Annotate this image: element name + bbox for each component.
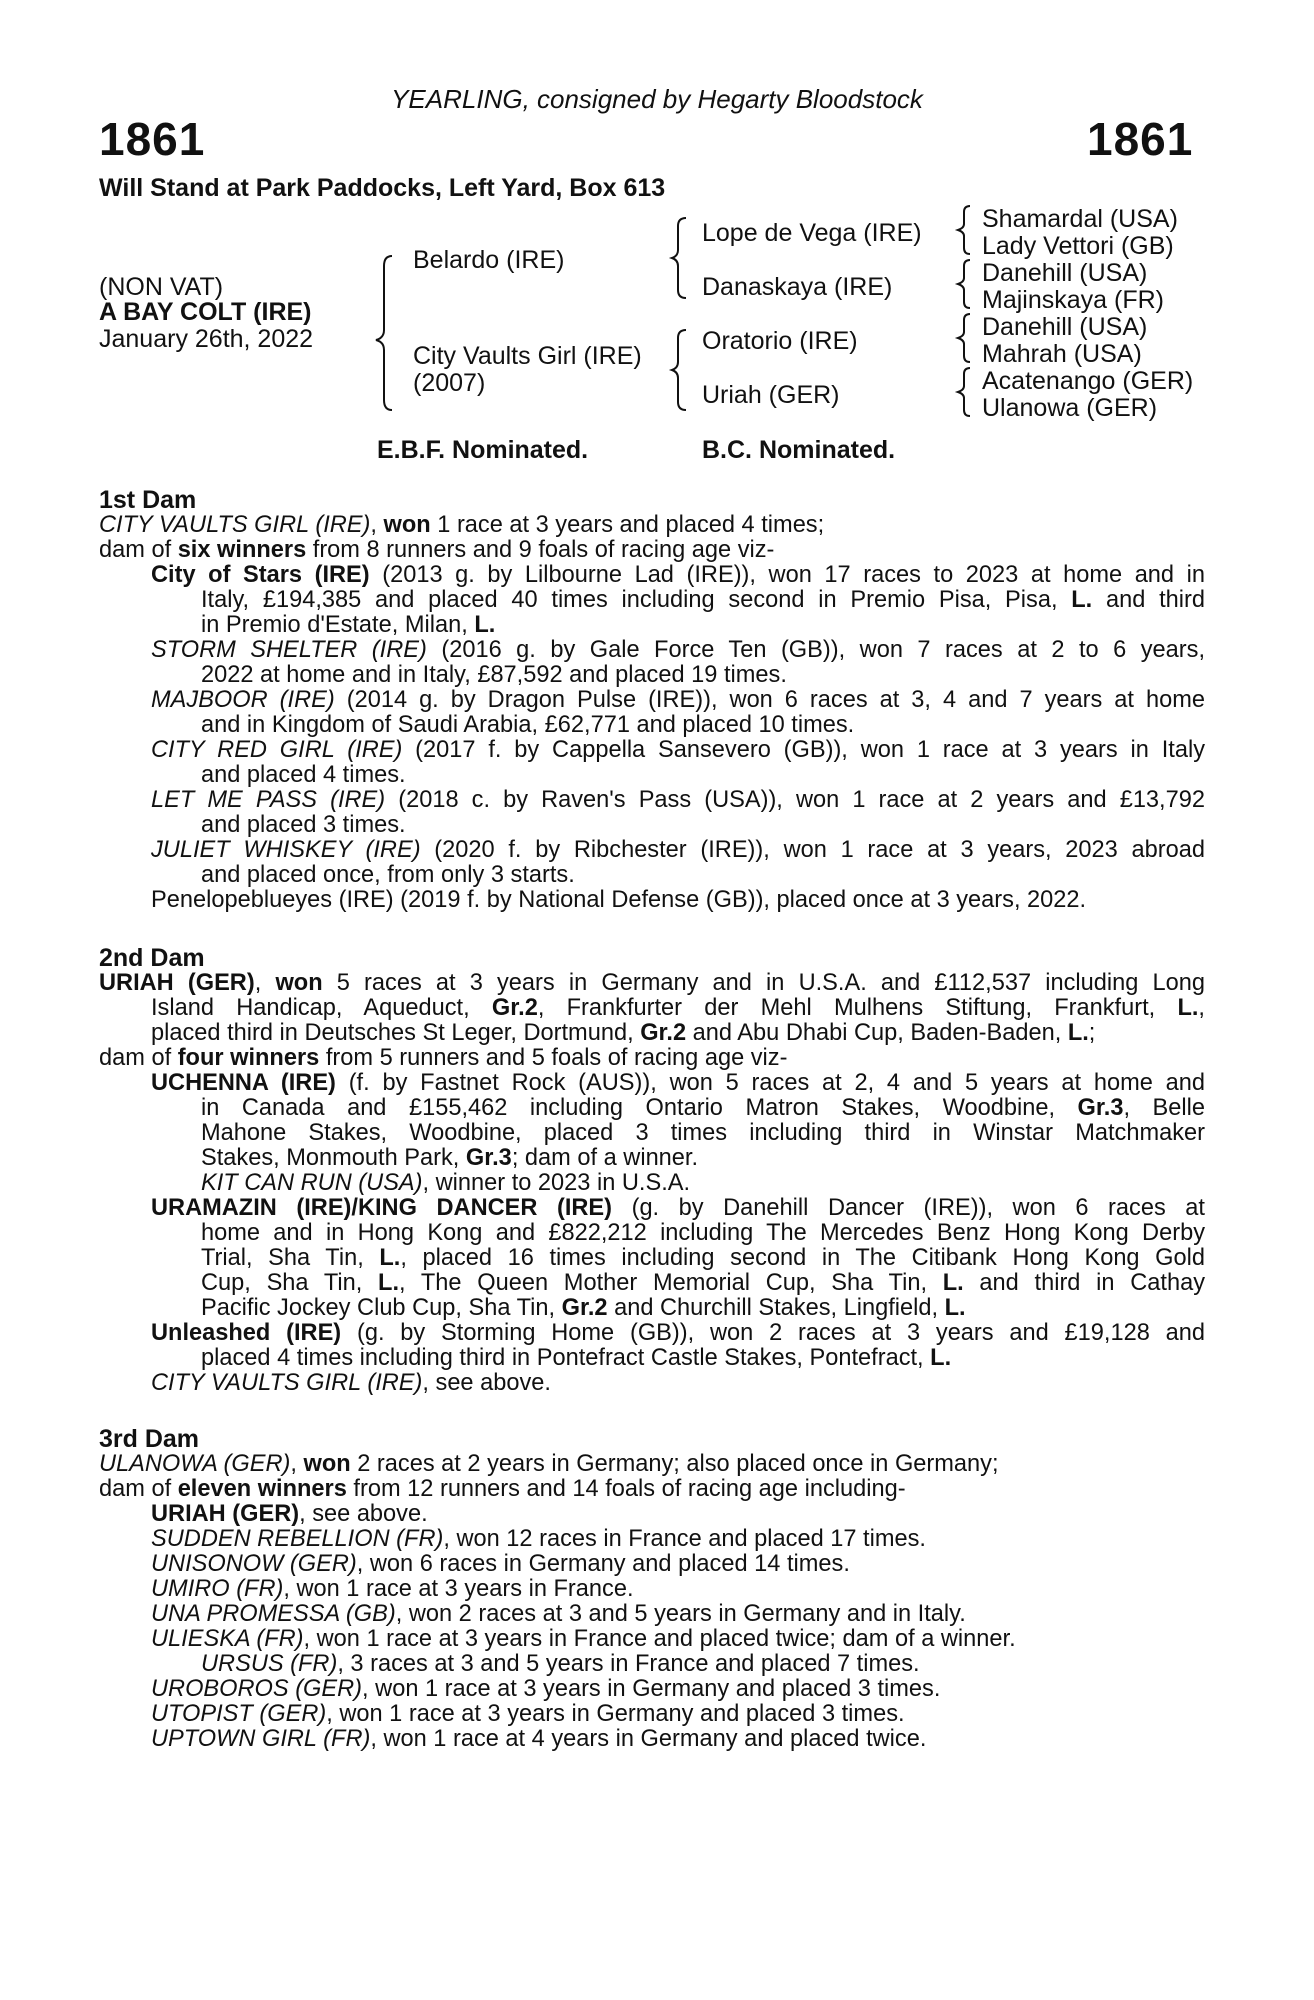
second-dam-line: placed third in Deutsches St Leger, Dortmund, Gr.2 and Abu Dhabi Cup, Baden-Baden, L.;	[151, 1020, 1096, 1046]
ancestor-3: Danehill (USA)	[982, 259, 1148, 287]
produce-line: Trial, Sha Tin, L., placed 16 times including second in The Citibank Hong Kong Gold	[201, 1245, 1205, 1271]
produce-uramazin: URAMAZIN (IRE)/KING DANCER (IRE) (g. by Danehill Dancer (IRE)), won 6 races at	[151, 1195, 1205, 1221]
produce-line: Pacific Jockey Club Cup, Sha Tin, Gr.2 and Churchill Stakes, Lingfield, L.	[201, 1295, 966, 1321]
produce-line: in Premio d'Estate, Milan, L.	[201, 612, 496, 638]
first-dam-heading: 1st Dam	[99, 486, 197, 514]
produce-sudden-rebellion: SUDDEN REBELLION (FR), won 12 races in France and placed 17 times.	[151, 1526, 926, 1552]
produce-storm-shelter: STORM SHELTER (IRE) (2016 g. by Gale Force Ten (GB)), won 7 races at 2 to 6 years,	[151, 637, 1205, 663]
produce-line: 2022 at home and in Italy, £87,592 and placed 19 times.	[201, 662, 787, 688]
ancestor-4: Majinskaya (FR)	[982, 286, 1164, 314]
produce-kit-can-run: KIT CAN RUN (USA), winner to 2023 in U.S.A.	[201, 1170, 691, 1196]
vat-status: (NON VAT)	[99, 273, 224, 301]
sire-dam: Danaskaya (IRE)	[702, 273, 893, 301]
third-dam-produce-summary: dam of eleven winners from 12 runners and 14 foals of racing age including-	[99, 1476, 906, 1502]
produce-line: and placed 4 times.	[201, 762, 406, 788]
third-dam-line: ULANOWA (GER), won 2 races at 2 years in Germany; also placed once in Germany;	[99, 1451, 999, 1477]
produce-line: Mahone Stakes, Woodbine, placed 3 times including third in Winstar Matchmaker	[201, 1120, 1205, 1146]
produce-unleashed: Unleashed (IRE) (g. by Storming Home (GB)), won 2 races at 3 years and £19,128 and	[151, 1320, 1206, 1346]
produce-city-of-stars: City of Stars (IRE) (2013 g. by Lilbourne Lad (IRE)), won 17 races to 2023 at home and in	[151, 562, 1205, 588]
ancestor-6: Mahrah (USA)	[982, 340, 1142, 368]
produce-line: and placed once, from only 3 starts.	[201, 862, 575, 888]
produce-una-promessa: UNA PROMESSA (GB), won 2 races at 3 and 5 years in Germany and in Italy.	[151, 1601, 966, 1627]
produce-line: and in Kingdom of Saudi Arabia, £62,771 and placed 10 times.	[201, 712, 855, 738]
ancestor-5: Danehill (USA)	[982, 313, 1148, 341]
dam: City Vaults Girl (IRE)	[413, 342, 642, 370]
produce-juliet-whiskey: JULIET WHISKEY (IRE) (2020 f. by Ribchester (IRE)), won 1 race at 3 years, 2023 abroad	[151, 837, 1205, 863]
produce-ulieska: ULIESKA (FR), won 1 race at 3 years in France and placed twice; dam of a winner.	[151, 1626, 1016, 1652]
ancestor-8: Ulanowa (GER)	[982, 394, 1158, 422]
second-dam-line: Island Handicap, Aqueduct, Gr.2, Frankfurter der Mehl Mulhens Stiftung, Frankfurt, L.,	[151, 995, 1205, 1021]
date-of-birth: January 26th, 2022	[99, 325, 314, 353]
ebf-nomination: E.B.F. Nominated.	[377, 436, 589, 464]
dam-year: (2007)	[413, 369, 486, 397]
ancestor-2: Lady Vettori (GB)	[982, 232, 1174, 260]
produce-line: placed 4 times including third in Pontefract Castle Stakes, Pontefract, L.	[201, 1345, 952, 1371]
lot-number-right: 1861	[1087, 113, 1194, 165]
produce-ursus: URSUS (FR), 3 races at 3 and 5 years in France and placed 7 times.	[201, 1651, 920, 1677]
first-dam-produce-summary: dam of six winners from 8 runners and 9 foals of racing age viz-	[99, 537, 775, 563]
produce-majboor: MAJBOOR (IRE) (2014 g. by Dragon Pulse (IRE)), won 6 races at 3, 4 and 7 years at home	[151, 687, 1205, 713]
second-dam-heading: 2nd Dam	[99, 944, 205, 972]
produce-city-red-girl: CITY RED GIRL (IRE) (2017 f. by Cappella Sansevero (GB)), won 1 race at 3 years in Italy	[151, 737, 1205, 763]
second-dam-line: URIAH (GER), won 5 races at 3 years in Germany and in U.S.A. and £112,537 including Long	[99, 970, 1206, 996]
produce-umiro: UMIRO (FR), won 1 race at 3 years in France.	[151, 1576, 634, 1602]
produce-uchenna: UCHENNA (IRE) (f. by Fastnet Rock (AUS)), won 5 races at 2, 4 and 5 years at home and	[151, 1070, 1205, 1096]
produce-uroboros: UROBOROS (GER), won 1 race at 3 years in Germany and placed 3 times.	[151, 1676, 941, 1702]
produce-uptown-girl: UPTOWN GIRL (FR), won 1 race at 4 years in Germany and placed twice.	[151, 1726, 927, 1752]
produce-utopist: UTOPIST (GER), won 1 race at 3 years in Germany and placed 3 times.	[151, 1701, 905, 1727]
produce-penelopeblueyes: Penelopeblueyes (IRE) (2019 f. by National Defense (GB)), placed once at 3 years, 2022.	[151, 887, 1087, 913]
produce-line: Stakes, Monmouth Park, Gr.3; dam of a winner.	[201, 1145, 699, 1171]
stand-location: Will Stand at Park Paddocks, Left Yard, Box 613	[99, 174, 666, 202]
produce-line: Cup, Sha Tin, L., The Queen Mother Memorial Cup, Sha Tin, L. and third in Cathay	[201, 1270, 1205, 1296]
produce-unisonow: UNISONOW (GER), won 6 races in Germany and placed 14 times.	[151, 1551, 850, 1577]
first-dam-line: CITY VAULTS GIRL (IRE), won 1 race at 3 years and placed 4 times;	[99, 512, 825, 538]
produce-line: home and in Hong Kong and £822,212 including The Mercedes Benz Hong Kong Derby	[201, 1220, 1205, 1246]
produce-line: in Canada and £155,462 including Ontario Matron Stakes, Woodbine, Gr.3, Belle	[201, 1095, 1206, 1121]
produce-line: Italy, £194,385 and placed 40 times including second in Premio Pisa, Pisa, L. and third	[201, 587, 1206, 613]
produce-uriah: URIAH (GER), see above.	[151, 1501, 428, 1527]
produce-let-me-pass: LET ME PASS (IRE) (2018 c. by Raven's Pass (USA)), won 1 race at 2 years and £13,792	[151, 787, 1205, 813]
horse-name: A BAY COLT (IRE)	[99, 298, 312, 326]
ancestor-7: Acatenango (GER)	[982, 367, 1194, 395]
sire-sire: Lope de Vega (IRE)	[702, 219, 922, 247]
ancestor-1: Shamardal (USA)	[982, 205, 1178, 233]
consignor-line: YEARLING, consigned by Hegarty Bloodstock	[391, 84, 923, 114]
sire: Belardo (IRE)	[413, 246, 565, 274]
second-dam-produce-summary: dam of four winners from 5 runners and 5 foals of racing age viz-	[99, 1045, 788, 1071]
bc-nomination: B.C. Nominated.	[702, 436, 896, 464]
dam-dam: Uriah (GER)	[702, 381, 840, 409]
third-dam-heading: 3rd Dam	[99, 1425, 200, 1453]
lot-number-left: 1861	[99, 113, 206, 165]
produce-line: and placed 3 times.	[201, 812, 406, 838]
produce-city-vaults-girl: CITY VAULTS GIRL (IRE), see above.	[151, 1370, 551, 1396]
dam-sire: Oratorio (IRE)	[702, 327, 858, 355]
